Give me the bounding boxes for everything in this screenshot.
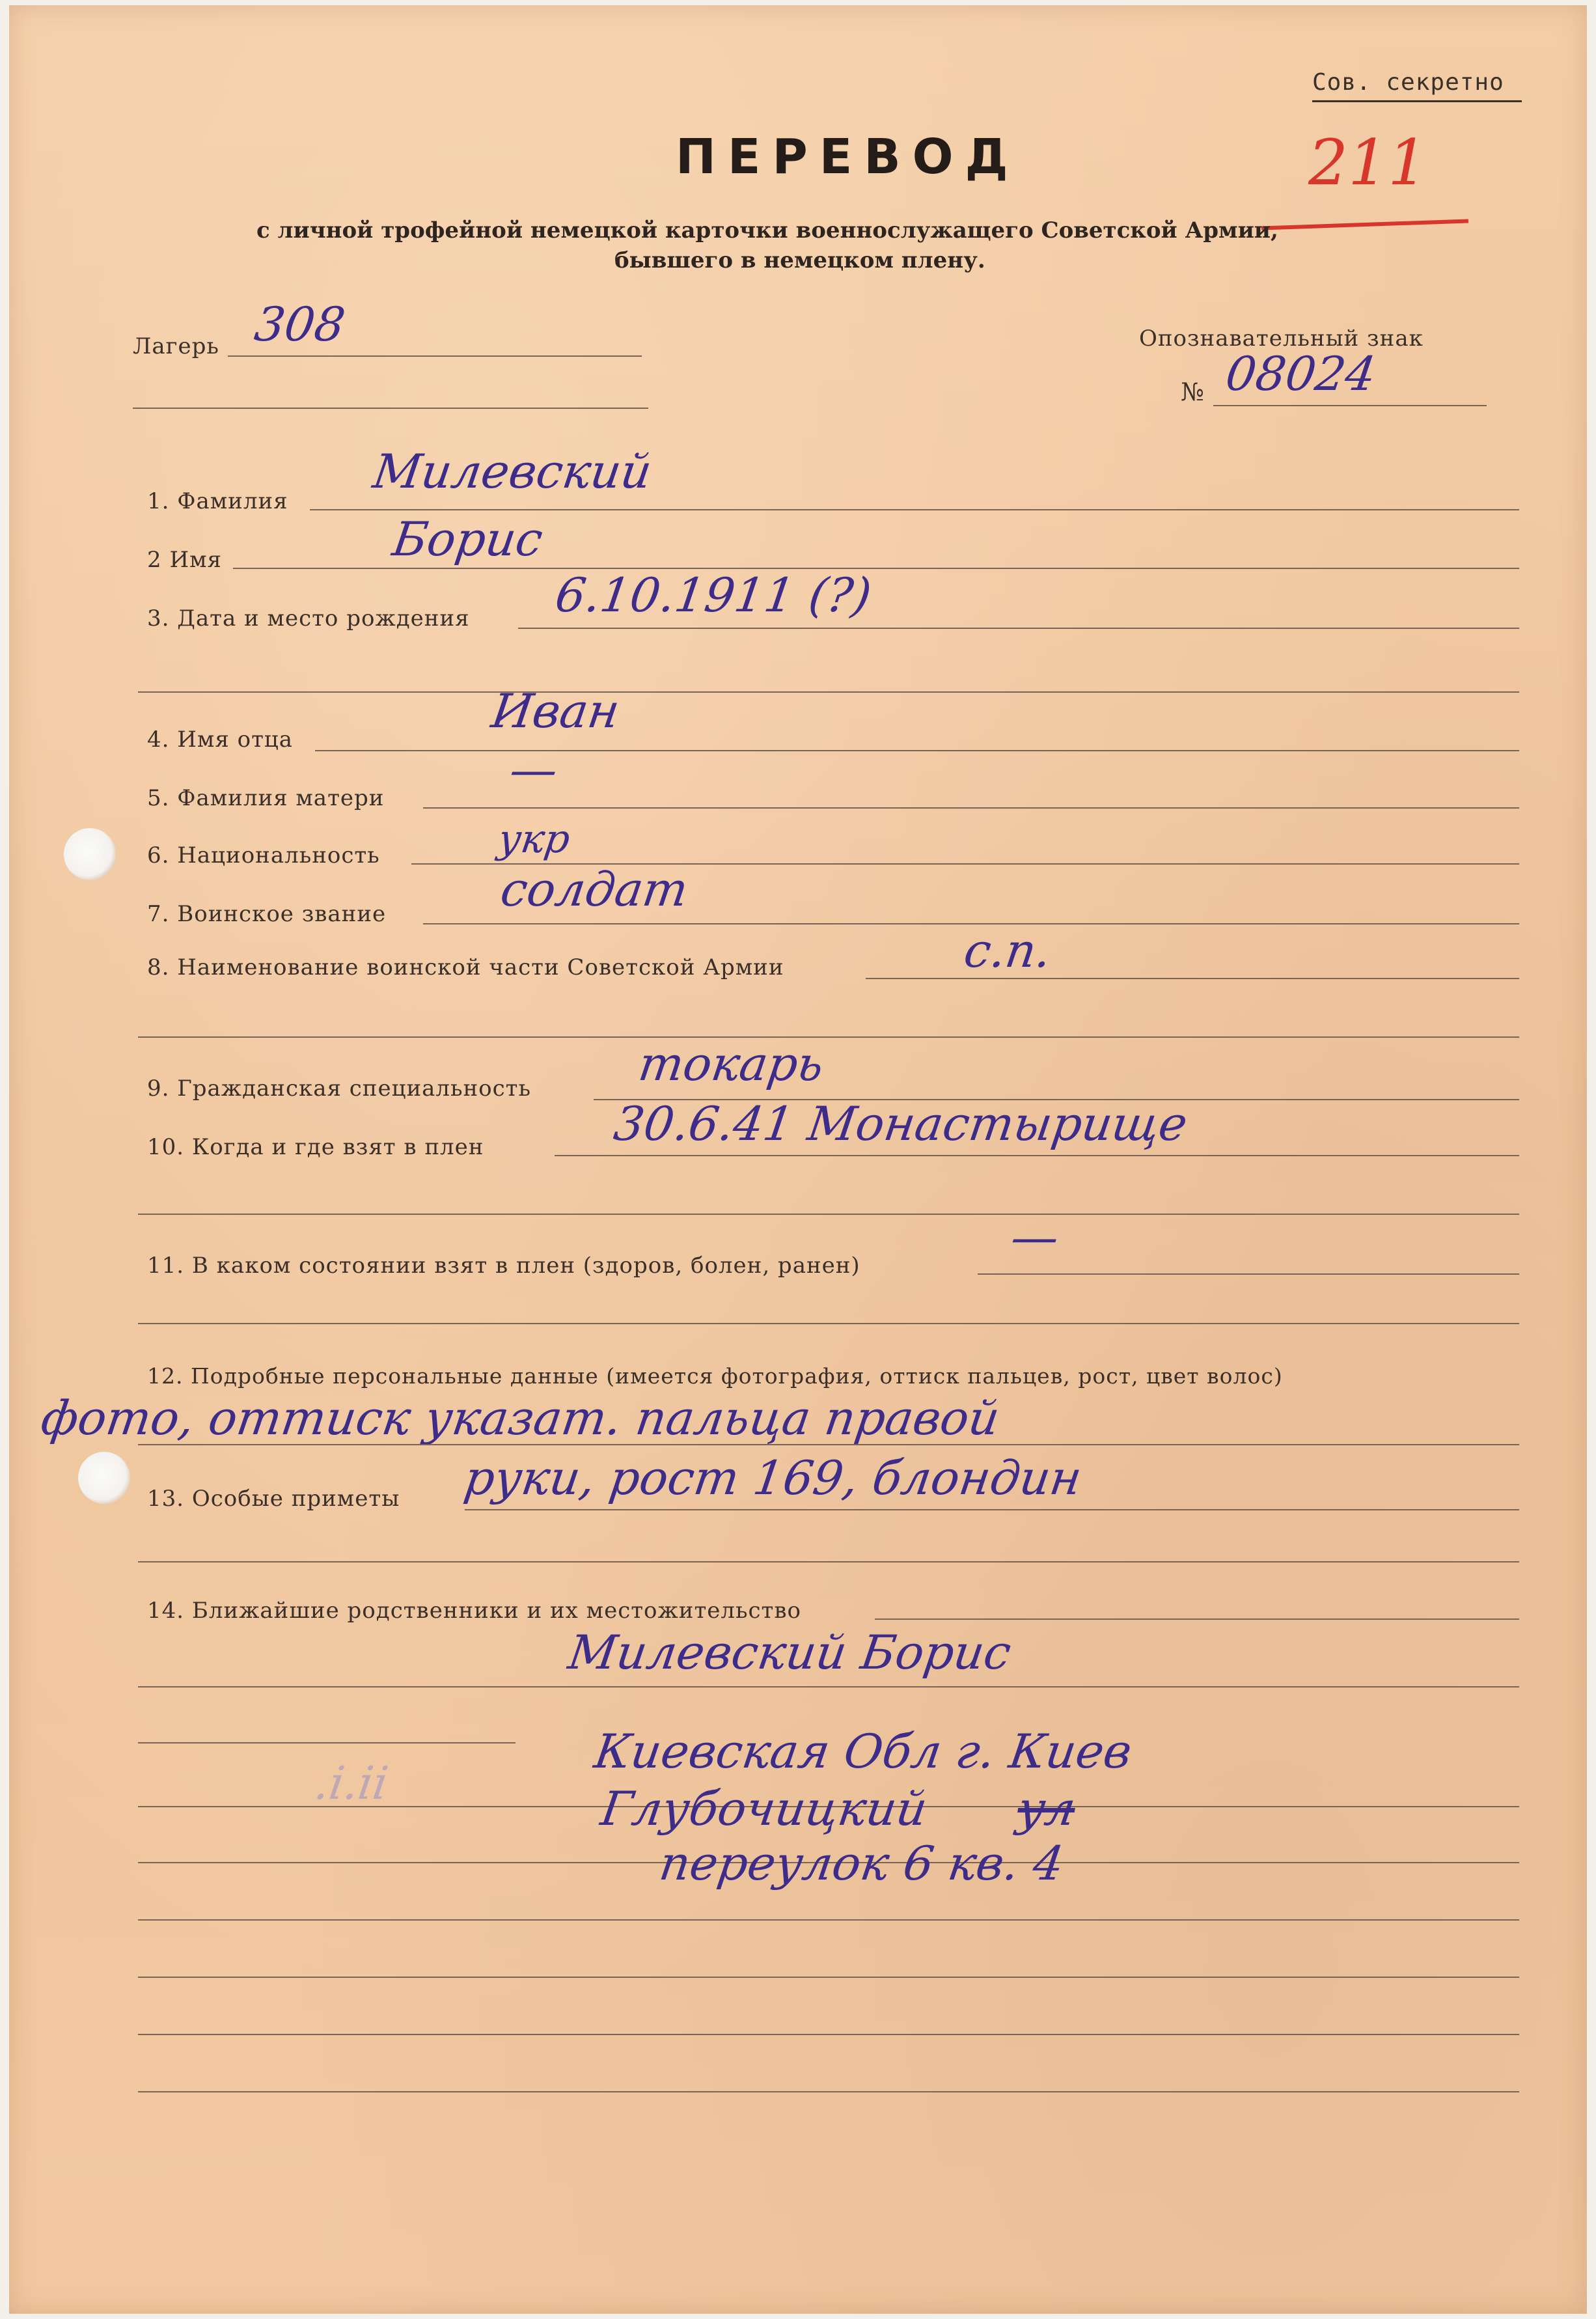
field-10-rule xyxy=(555,1155,1519,1156)
camp-value: 308 xyxy=(251,297,349,352)
field-3-value: 6.10.1911 (?) xyxy=(552,568,875,622)
field-13-label: 13. Особые приметы xyxy=(147,1486,400,1512)
field-10-rule-2 xyxy=(138,1214,1519,1215)
relatives-address-line-1: Киевская Обл г. Киев xyxy=(591,1724,1135,1779)
field-11-rule-2 xyxy=(138,1323,1519,1324)
id-tag-value: 08024 xyxy=(1222,346,1379,401)
camp-rule-2 xyxy=(133,408,648,409)
punch-hole-top xyxy=(64,828,116,880)
document-subtitle-line-2: бывшего в немецком плену. xyxy=(614,247,985,273)
field-12-value: фото, оттиск указат. пальца правой xyxy=(38,1391,1003,1445)
blank-rule-3 xyxy=(138,2034,1519,2035)
field-2-rule xyxy=(233,568,1519,569)
field-13-value: руки, рост 169, блондин xyxy=(461,1451,1086,1505)
field-8-rule-2 xyxy=(138,1036,1519,1038)
blank-rule-2 xyxy=(138,1977,1519,1978)
camp-rule xyxy=(228,355,642,357)
field-5-value: — xyxy=(506,742,561,797)
id-tag-label: Опознавательный знак xyxy=(1139,326,1424,352)
field-12-rule xyxy=(138,1444,1519,1445)
field-13-rule xyxy=(465,1509,1519,1510)
field-11-value: — xyxy=(1008,1210,1062,1264)
red-pencil-stroke xyxy=(1261,219,1468,230)
field-9-label: 9. Гражданская специальность xyxy=(147,1076,531,1102)
id-tag-no-label: № xyxy=(1181,378,1205,406)
document-sheet xyxy=(9,5,1587,2314)
field-14-label: 14. Ближайшие родственники и их местожительство xyxy=(147,1598,801,1624)
document-subtitle-line-1: с личной трофейной немецкой карточки военнослужащего Советской Армии, xyxy=(256,217,1278,243)
field-12-label: 12. Подробные персональные данные (имеется фотография, оттиск пальцев, рост, цвет волос) xyxy=(147,1363,1283,1389)
field-2-label: 2 Имя xyxy=(147,547,222,573)
blank-rule-1 xyxy=(138,1919,1519,1921)
field-14-rule xyxy=(875,1618,1519,1620)
field-8-rule xyxy=(866,978,1519,979)
field-1-rule xyxy=(310,509,1519,510)
relatives-address-struck: ул xyxy=(1014,1781,1079,1836)
field-2-value: Борис xyxy=(389,512,546,566)
camp-label: Лагерь xyxy=(133,333,219,359)
relatives-rule-short xyxy=(138,1742,516,1743)
field-1-label: 1. Фамилия xyxy=(147,488,288,514)
faint-mark: .i.ii xyxy=(311,1757,392,1810)
field-3-rule-2 xyxy=(138,691,1519,693)
field-10-value: 30.6.41 Монастырище xyxy=(611,1096,1191,1151)
field-4-value: Иван xyxy=(488,684,623,738)
punch-hole-bottom xyxy=(78,1452,130,1504)
field-8-label: 8. Наименование воинской части Советской Армии xyxy=(147,954,784,980)
field-6-label: 6. Национальность xyxy=(147,842,380,868)
field-6-value: укр xyxy=(495,816,573,862)
field-13-rule-2 xyxy=(138,1561,1519,1562)
classification-mark: Сов. секретно xyxy=(1312,69,1504,96)
field-4-rule xyxy=(315,750,1519,751)
field-5-label: 5. Фамилия матери xyxy=(147,785,385,811)
field-1-value: Милевский xyxy=(370,444,655,499)
field-7-value: солдат xyxy=(497,862,692,917)
field-9-value: токарь xyxy=(635,1036,827,1091)
relatives-address-line-3: переулок 6 кв. 4 xyxy=(656,1836,1067,1891)
field-4-label: 4. Имя отца xyxy=(147,727,294,753)
relatives-address-line-2: Глубочицкий xyxy=(598,1781,931,1836)
field-8-value: с.п. xyxy=(961,923,1055,978)
red-pencil-number: 211 xyxy=(1308,126,1428,199)
field-11-rule xyxy=(978,1273,1519,1275)
field-3-label: 3. Дата и место рождения xyxy=(147,605,470,632)
id-tag-rule xyxy=(1213,405,1487,406)
field-11-label: 11. В каком состоянии взят в плен (здоров, болен, ранен) xyxy=(147,1253,860,1279)
field-14-rule-2 xyxy=(138,1686,1519,1687)
field-10-label: 10. Когда и где взят в плен xyxy=(147,1134,484,1160)
field-3-rule xyxy=(518,628,1519,629)
blank-rule-4 xyxy=(138,2091,1519,2092)
field-5-rule xyxy=(423,807,1519,809)
classification-underline xyxy=(1312,100,1522,102)
field-14-value: Милевский Борис xyxy=(565,1625,1015,1680)
document-title: ПЕРЕВОД xyxy=(676,129,1020,185)
field-7-label: 7. Воинское звание xyxy=(147,901,387,927)
